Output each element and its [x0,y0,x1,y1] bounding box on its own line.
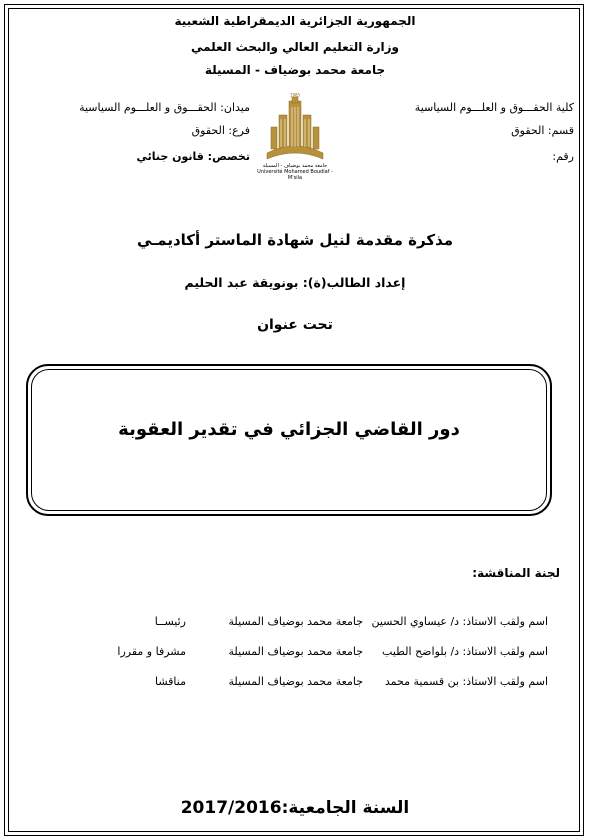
academic-year: السنة الجامعية:2017/2016 [180,798,410,818]
thesis-title: دور القاضي الجزائي في تقدير العقوبة [118,419,460,440]
student-name: إعداد الطالب(ة): بونويقة عبد الحليم [184,275,406,290]
jury-member-university: جامعة محمد بوضياف المسيلة [228,645,363,658]
jury-member-role: رئيســا [154,615,186,628]
faculty-label: كلية الحقـــوق و العلـــوم السياسية [414,101,574,114]
jury-member-name: اسم ولقب الاستاذ: د/ عيساوي الحسين [371,615,548,628]
jury-member-university: جامعة محمد بوضياف المسيلة [228,615,363,628]
jury-heading: لجنة المناقشة: [472,566,560,580]
jury-row [33,645,548,663]
jury-row [33,615,548,633]
jury-member-university: جامعة محمد بوضياف المسيلة [228,675,363,688]
logo-caption-ar: جامعة محمد بوضياف - المسيلة [262,163,328,169]
field-label: ميدان: الحقـــوق و العلـــوم السياسية [79,101,250,114]
republic-name: الجمهورية الجزائرية الديمقراطية الشعبية [174,14,416,28]
logo-caption-fr: Université Mohamed Boudiaf - M'sila [257,169,333,181]
jury-member-name: اسم ولقب الاستاذ: د/ بلواضح الطيب [382,645,548,658]
jury-member-role: مشرفا و مقررا [117,645,186,658]
university-name: جامعة محمد بوضياف - المسيلة [204,63,386,77]
logo-year: 1985 [289,93,301,98]
jury-row [33,675,548,693]
under-title-label: تحت عنوان [257,317,333,333]
specialty-label: تخصص: قانون جنائي [136,150,250,163]
ministry-name: وزارة التعليم العالي والبحث العلمي [190,40,400,54]
jury-member-name: اسم ولقب الاستاذ: بن قسمية محمد [384,675,548,688]
logo-caption [250,163,340,181]
title-box-inner [31,369,547,511]
department-label: قسم: الحقوق [511,124,574,137]
number-label: رقم: [552,150,574,163]
branch-label: فرع: الحقوق [191,124,250,137]
thesis-type: مذكرة مقدمة لنيل شهادة الماستر أكاديمـي [136,231,454,249]
jury-member-role: مناقشا [155,675,186,688]
